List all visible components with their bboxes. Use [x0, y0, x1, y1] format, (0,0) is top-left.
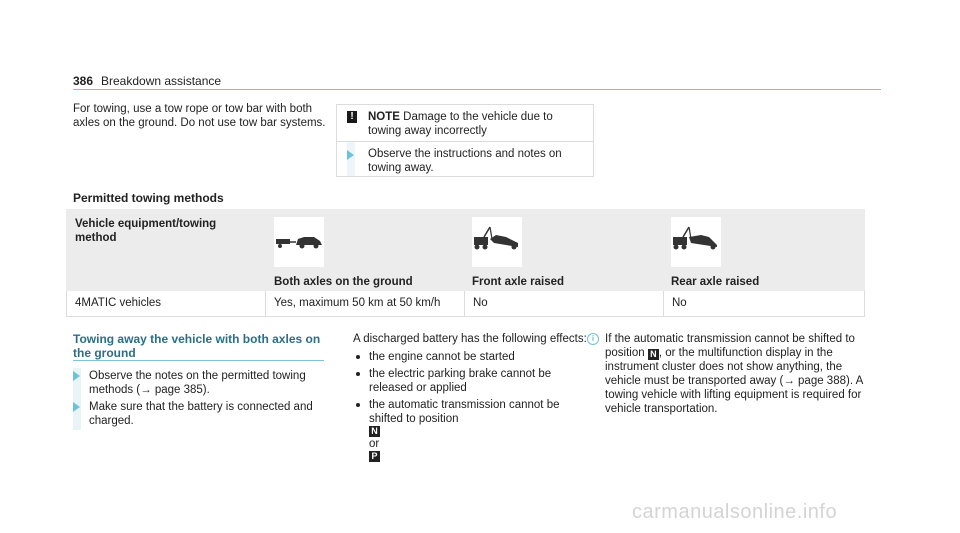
info-text: If the automatic transmission cannot be shifted to position N , or the multifunction display in the instrument cluster does not show anything, the vehicle must be transported away (→ page 388). A towing vehicle with lifting equipment is required for vehicle transportation.	[605, 333, 863, 415]
column-both-axles: Both axles on the ground	[274, 276, 413, 288]
step-item	[89, 369, 324, 397]
step-arrow-icon	[347, 150, 354, 160]
list-item	[358, 350, 596, 364]
list-item-text: the engine cannot be started	[369, 351, 515, 363]
gear-n-icon: N	[369, 426, 380, 437]
gear-n-icon: N	[648, 349, 659, 360]
cell-divider	[663, 291, 664, 316]
list-item-text: the electric parking brake cannot be released or applied	[369, 368, 552, 394]
note-text	[368, 110, 588, 138]
table-head-label: Vehicle equipment/towing method	[75, 218, 217, 244]
note-label: NOTE	[368, 111, 400, 123]
note-box	[336, 104, 594, 177]
header-divider	[73, 89, 881, 90]
note-step	[337, 142, 593, 176]
note-message: Damage to the vehicle due to towing away incorrectly	[368, 111, 553, 137]
car-both-axles-icon	[274, 217, 324, 267]
table-title: Permitted towing methods	[73, 191, 224, 205]
gear-p-icon: P	[369, 451, 380, 462]
page-header-title: Breakdown assistance	[101, 74, 222, 88]
info-icon: i	[587, 333, 599, 345]
cell-front-raised: No	[473, 297, 488, 309]
step-item	[89, 400, 324, 428]
cell-divider	[464, 291, 465, 316]
table-header	[66, 209, 865, 291]
bullet-icon	[356, 403, 360, 407]
watermark: carmanualsonline.info	[632, 501, 838, 523]
bullet-icon	[356, 355, 360, 359]
warning-icon: !	[347, 111, 357, 123]
step-text: Observe the notes on the permitted towing methods (→ page 385).	[89, 370, 306, 396]
cell-both-axles: Yes, maximum 50 km at 50 km/h	[274, 297, 441, 309]
row-label: 4MATIC vehicles	[75, 297, 162, 309]
list-item	[358, 367, 596, 395]
step-text: Make sure that the battery is connected and charged.	[89, 401, 313, 427]
column-front-axle-raised: Front axle raised	[472, 276, 565, 288]
section-title-both-axles: Towing away the vehicle with both axles on the ground	[73, 332, 321, 360]
intro-paragraph: For towing, use a tow rope or tow bar with both axles on the ground. Do not use tow bar systems.	[73, 103, 326, 129]
list-item	[358, 398, 596, 462]
page-number: 386	[73, 74, 94, 88]
column-rear-axle-raised: Rear axle raised	[671, 276, 760, 288]
section-divider	[73, 360, 324, 361]
bullet-icon	[356, 372, 360, 376]
note-step-text: Observe the instructions and notes on towing away.	[368, 148, 562, 174]
step-arrow-icon	[73, 402, 80, 412]
tow-front-raised-icon	[472, 217, 522, 267]
step-arrow-icon	[73, 371, 80, 381]
cell-rear-raised: No	[672, 297, 687, 309]
table-row	[66, 291, 865, 317]
battery-effects-intro: A discharged battery has the following effects:	[353, 333, 587, 345]
tow-rear-raised-icon	[671, 217, 721, 267]
note-header	[337, 105, 593, 142]
list-item-text: the automatic transmission cannot be shifted to position N or P	[369, 399, 560, 461]
cell-divider	[265, 291, 266, 316]
